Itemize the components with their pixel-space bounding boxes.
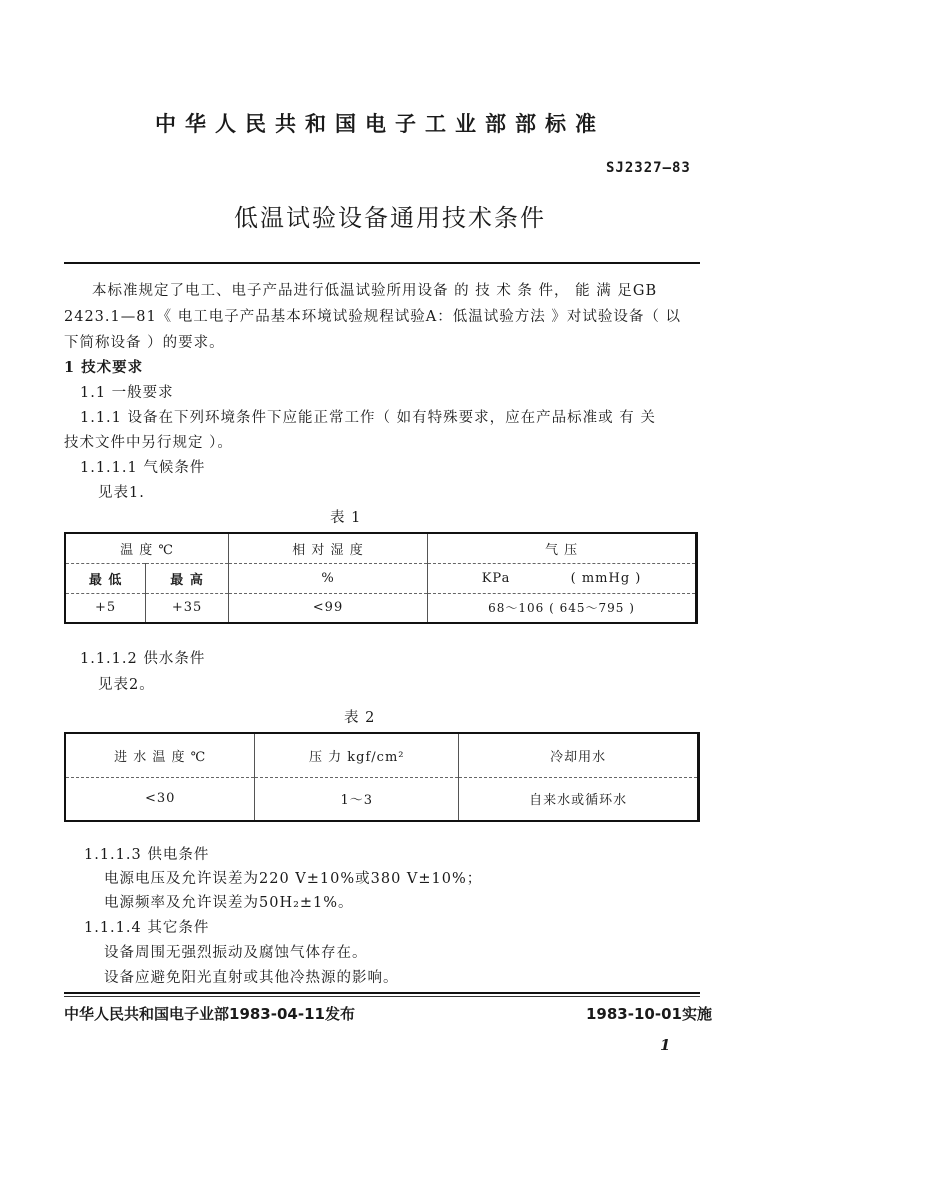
table-1-climate-conditions [64, 532, 698, 624]
unit-kpa: KPa [481, 570, 511, 586]
section-1-1-1-line-1: 1.1.1 设备在下列环境条件下应能正常工作（ 如有特殊要求，应在产品标准或 有 关 [80, 410, 656, 426]
footer-divider-bottom [64, 996, 700, 997]
header-pressure-units [428, 563, 697, 593]
value-pressure: 68～106 ( 645～795 ) [428, 593, 697, 623]
section-1-1-1-3-heading: 1.1.1.3 供电条件 [84, 847, 210, 863]
table-2-caption: 表 2 [344, 710, 376, 726]
table-row [65, 563, 697, 593]
section-1-1-1-4-heading: 1.1.1.4 其它条件 [84, 920, 210, 936]
value-temp-max: +35 [146, 593, 229, 623]
see-table-1: 见表1. [98, 485, 145, 501]
other-conditions-line-1: 设备周围无强烈振动及腐蚀气体存在。 [104, 945, 368, 961]
header-cooling-water: 冷却用水 [459, 733, 699, 777]
standard-code: SJ2327—83 [606, 160, 691, 176]
value-water-pressure: 1～3 [255, 777, 459, 821]
intro-line-1: 本标准规定了电工、电子产品进行低温试验所用设备 的 技 术 条 件， 能 满 足GB [92, 283, 658, 299]
value-temp-min: +5 [65, 593, 146, 623]
section-1-1-1-line-2: 技术文件中另行规定 ）。 [64, 435, 233, 451]
power-voltage-line: 电源电压及允许误差为220 V±10%或380 V±10%； [104, 871, 483, 887]
header-relative-humidity: 相 对 湿 度 [228, 533, 427, 563]
intro-line-3: 下简称设备 ）的要求。 [64, 335, 225, 351]
table-row [65, 593, 697, 623]
other-conditions-line-2: 设备应避免阳光直射或其他冷热源的影响。 [104, 970, 399, 986]
document-title: 低温试验设备通用技术条件 [234, 204, 546, 232]
issuing-organization: 中华人民共和国电子工业部部标准 [155, 112, 605, 136]
issue-date: 中华人民共和国电子业部1983-04-11发布 [64, 1005, 355, 1023]
table-row [65, 733, 699, 777]
header-inlet-temperature: 进 水 温 度 ℃ [114, 749, 207, 765]
table-row [65, 533, 697, 563]
header-water-pressure: 压 力 kgf/cm² [255, 733, 459, 777]
header-air-pressure: 气 压 [428, 533, 697, 563]
effective-date: 1983-10-01实施 [586, 1005, 712, 1023]
section-1-1-1-2-heading: 1.1.1.2 供水条件 [80, 651, 206, 667]
header-min: 最 低 [65, 563, 146, 593]
title-divider [64, 262, 700, 264]
unit-mmhg: ( mmHg ) [570, 570, 642, 586]
power-frequency-line: 电源频率及允许误差为50H₂±1%。 [104, 895, 354, 911]
section-1-heading: 1 技术要求 [64, 359, 144, 376]
section-1-1-heading: 1.1 一般要求 [80, 385, 174, 401]
header-percent-unit: % [228, 563, 427, 593]
footer-divider-top [64, 992, 700, 994]
header-temperature: 温 度 ℃ [120, 542, 174, 558]
table-1-caption: 表 1 [330, 510, 362, 526]
see-table-2: 见表2。 [98, 677, 155, 693]
value-humidity: <99 [228, 593, 427, 623]
table-2-water-supply [64, 732, 700, 822]
page-number: 1 [660, 1036, 671, 1054]
intro-line-2: 2423.1—81《 电工电子产品基本环境试验规程试验A：低温试验方法 》对试验设备（ 以 [64, 309, 681, 325]
table-row [65, 777, 699, 821]
header-max: 最 高 [146, 563, 229, 593]
value-inlet-temperature: <30 [65, 777, 255, 821]
value-cooling-water: 自来水或循环水 [459, 777, 699, 821]
section-1-1-1-1-heading: 1.1.1.1 气候条件 [80, 460, 206, 476]
